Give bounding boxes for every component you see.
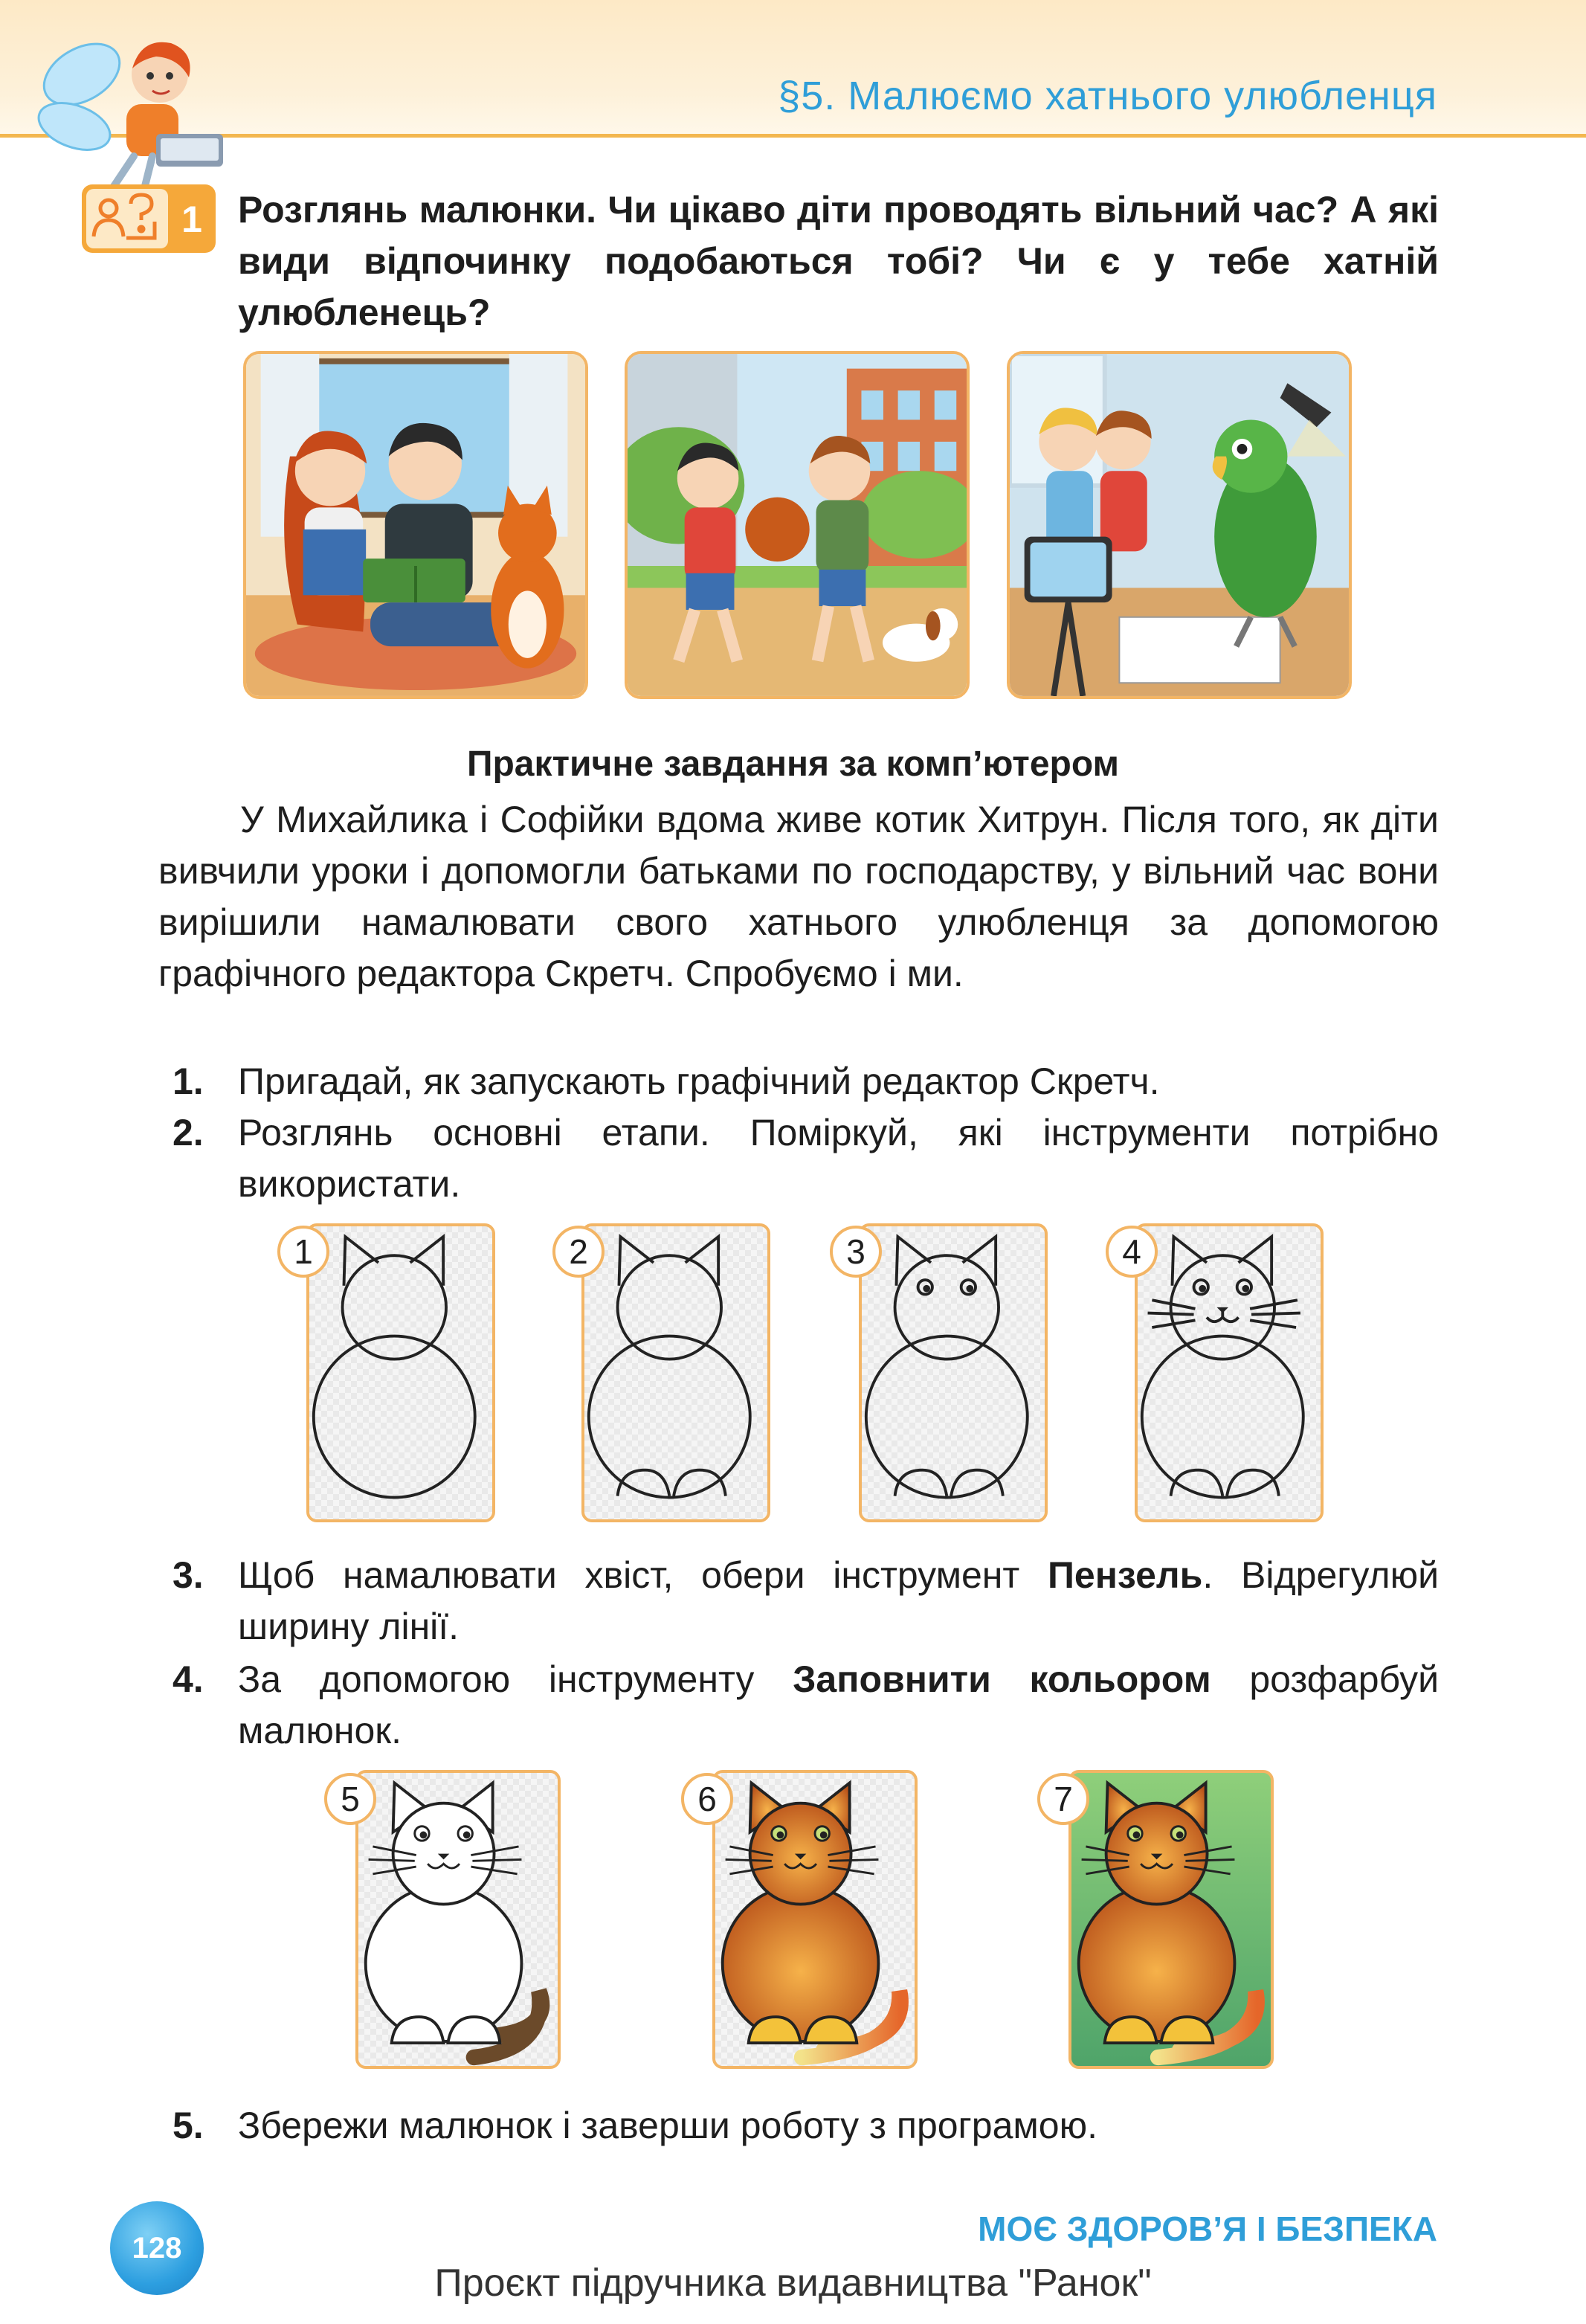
- stage-1-drawing: [306, 1223, 495, 1522]
- footer-project-note: Проєкт підручника видавництва "Ранок": [434, 2262, 1152, 2305]
- stage-2-drawing: [581, 1223, 770, 1522]
- tool-name-fill: Заповнити кольором: [793, 1658, 1211, 1700]
- step-5: [173, 2100, 1439, 2151]
- step-text: Збережи малюнок і заверши роботу з програмою.: [238, 2105, 1097, 2146]
- stage-badge: 1: [277, 1226, 329, 1278]
- stage-badge: 2: [552, 1226, 605, 1278]
- task-badge: [82, 184, 216, 253]
- stage-3-drawing: [859, 1223, 1048, 1522]
- fairy-mascot-icon: [30, 22, 223, 208]
- stage-6-drawing: [712, 1770, 918, 2069]
- tool-name-brush: Пензель: [1047, 1554, 1203, 1596]
- section-title: §5. Малюємо хатнього улюбленця: [778, 74, 1437, 118]
- step-1: [173, 1056, 1439, 1107]
- stage-badge: 5: [324, 1773, 376, 1825]
- step-3: [173, 1550, 1439, 1652]
- step-4: [173, 1654, 1439, 1757]
- step-number: 5.: [173, 2105, 204, 2146]
- stage-badge: 6: [681, 1773, 733, 1825]
- footer-section-title: МОЄ ЗДОРОВ’Я І БЕЗПЕКА: [978, 2209, 1437, 2248]
- photo-reading-with-cat: [243, 351, 588, 699]
- intro-paragraph: У Михайлика і Софійки вдома живе котик Хитрун. Після того, як діти вивчили уроки і допомогли батьками по господарству, у вільний час вони вирішили намалювати свого хатнього улюбленця за допомогою графічного редактора Скретч. Спробуємо і ми.: [158, 799, 1439, 994]
- step-text: За допомогою інструменту Заповнити кольором розфарбуй малюнок.: [238, 1658, 1440, 1751]
- step-number: 4.: [173, 1658, 204, 1700]
- step-number: 2.: [173, 1112, 204, 1153]
- stage-4-drawing: [1135, 1223, 1324, 1522]
- header-rule: [0, 134, 1586, 138]
- step-number: 3.: [173, 1554, 204, 1596]
- practical-heading: Практичне завдання за комп’ютером: [466, 744, 1120, 784]
- step-text: Пригадай, як запускають графічний редактор Скретч.: [238, 1060, 1160, 1102]
- photo-drawing-parrot: [1007, 351, 1352, 699]
- step-text: Щоб намалювати хвіст, обери інструмент Пензель. Відрегулюй ширину лінії.: [238, 1554, 1439, 1647]
- stage-7-drawing: [1068, 1770, 1274, 2069]
- stage-badge: 3: [830, 1226, 882, 1278]
- task-number: 1: [181, 199, 202, 240]
- step-number: 1.: [173, 1060, 204, 1102]
- stage-badge: 7: [1037, 1773, 1089, 1825]
- stage-badge: 4: [1106, 1226, 1158, 1278]
- page-number: 128: [110, 2201, 204, 2295]
- photo-playing-ball-with-dog: [625, 351, 970, 699]
- task-text: Розглянь малюнки. Чи цікаво діти проводять вільний час? А які види відпочинку подобаються тобі? Чи є у тебе хатній улюбленець?: [238, 189, 1439, 333]
- stage-5-drawing: [355, 1770, 561, 2069]
- step-2: [173, 1107, 1439, 1210]
- step-text: Розглянь основні етапи. Поміркуй, які інструменти потрібно використати.: [238, 1112, 1439, 1205]
